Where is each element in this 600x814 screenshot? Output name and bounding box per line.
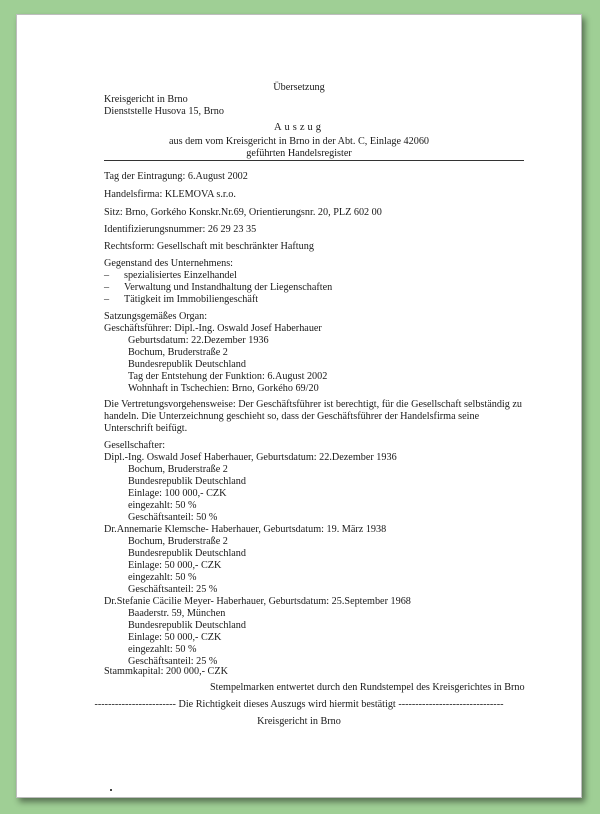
id-number: Identifizierungsnummer: 26 29 23 35 [104,224,257,235]
document-title: Auszug [273,122,325,133]
purpose-item: spezialisiertes Einzelhandel [124,270,237,281]
footer-court: Kreisgericht in Brno [257,716,341,727]
manager-detail: Bochum, Bruderstraße 2 [128,347,228,358]
court-name: Kreisgericht in Brno [104,94,188,105]
purpose-item: Verwaltung und Instandhaltung der Liegenschaften [124,282,333,293]
shareholder-detail: Baaderstr. 59, München [128,608,226,619]
purpose-dash: – [104,270,110,281]
representation-line: Unterschrift beifügt. [104,423,188,434]
shareholder-name: Dr.Stefanie Cäcilie Meyer- Haberhauer, Geburtsdatum: 25.September 1968 [104,596,411,607]
shareholder-detail: Bundesrepublik Deutschland [128,620,246,631]
document-body [16,14,582,798]
manager-detail: Geburtsdatum: 22.Dezember 1936 [128,335,269,346]
stamp-note: Stempelmarken entwertet durch den Rundstempel des Kreisgerichtes in Brno [210,682,525,693]
shareholder-detail: Einlage: 50 000,- CZK [128,632,222,643]
shareholder-detail: Bundesrepublik Deutschland [128,476,246,487]
shareholder-detail: eingezahlt: 50 % [128,572,197,583]
purpose-heading: Gegenstand des Unternehmens: [104,258,234,269]
shareholder-detail: Einlage: 50 000,- CZK [128,560,222,571]
manager-detail: Wohnhaft in Tschechien: Brno, Gorkého 69/20 [128,383,319,394]
document-subtitle-line2: geführten Handelsregister [246,148,352,159]
manager-detail: Bundesrepublik Deutschland [128,359,246,370]
document-subtitle-line1: aus dem vom Kreisgericht in Brno in der Abt. C, Einlage 42060 [168,136,430,147]
shareholder-detail: Einlage: 100 000,- CZK [128,488,227,499]
header-rule [104,160,524,161]
document-page [16,14,582,798]
shareholder-name: Dr.Annemarie Klemsche- Haberhauer, Geburtsdatum: 19. März 1938 [104,524,387,535]
certification-line: ------------------------ Die Richtigkeit dieses Auszugs wird hiermit bestätigt ------------------------------- [94,699,504,710]
shareholder-detail: Geschäftsanteil: 25 % [128,656,218,667]
shareholders-heading: Gesellschafter: [104,440,166,451]
organ-heading: Satzungsgemäßes Organ: [104,311,208,322]
document-heading: Übersetzung [273,82,325,93]
share-capital: Stammkapital: 200 000,- CZK [104,666,228,677]
representation-line: handeln. Die Unterzeichnung geschieht so, dass der Geschäftsführer der Handelsfirma seine [104,411,480,422]
shareholder-detail: Geschäftsanteil: 50 % [128,512,218,523]
shareholder-detail: Geschäftsanteil: 25 % [128,584,218,595]
purpose-dash: – [104,282,110,293]
firm-name: Handelsfirma: KLEMOVA s.r.o. [104,189,236,200]
shareholder-detail: eingezahlt: 50 % [128,644,197,655]
entry-date: Tag der Eintragung: 6.August 2002 [104,171,248,182]
shareholder-detail: eingezahlt: 50 % [128,500,197,511]
court-office: Dienststelle Husova 15, Brno [104,106,224,117]
legal-form: Rechtsform: Gesellschaft mit beschränkter Haftung [104,241,314,252]
shareholder-name: Dipl.-Ing. Oswald Josef Haberhauer, Geburtsdatum: 22.Dezember 1936 [104,452,397,463]
manager-name: Geschäftsführer: Dipl.-Ing. Oswald Josef Haberhauer [104,323,322,334]
purpose-dash: – [104,294,110,305]
shareholder-detail: Bochum, Bruderstraße 2 [128,536,228,547]
shareholder-detail: Bundesrepublik Deutschland [128,548,246,559]
representation-line: Die Vertretungsvorgehensweise: Der Geschäftsführer ist berechtigt, für die Gesellschaft selbständig zu [104,399,523,410]
manager-detail: Tag der Entstehung der Funktion: 6.August 2002 [128,371,328,382]
scan-speck [110,789,112,791]
shareholder-detail: Bochum, Bruderstraße 2 [128,464,228,475]
purpose-item: Tätigkeit im Immobiliengeschäft [124,294,259,305]
firm-seat: Sitz: Brno, Gorkého Konskr.Nr.69, Orientierungsnr. 20, PLZ 602 00 [104,207,382,218]
